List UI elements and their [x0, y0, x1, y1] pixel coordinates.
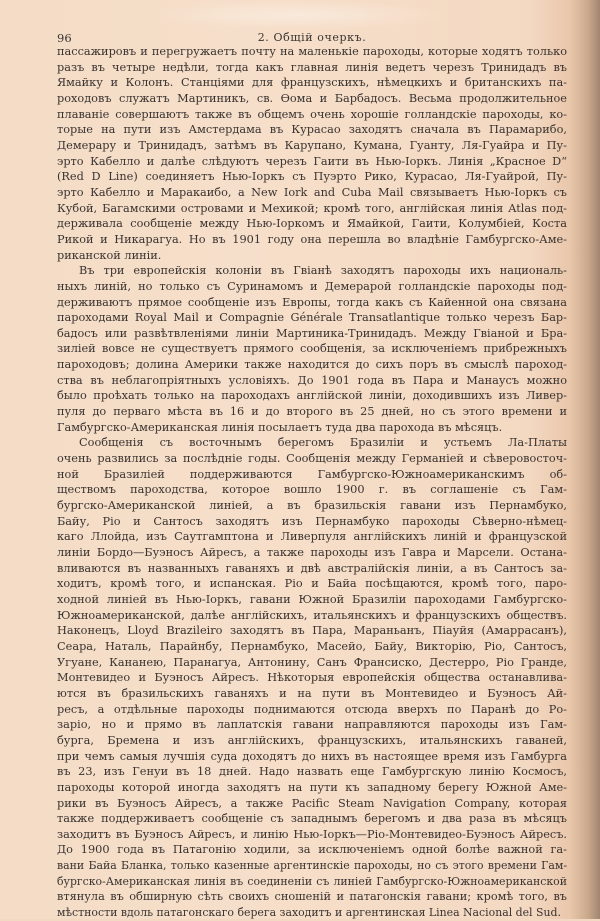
- text-line: пассажировъ и перегружаетъ почту на маленькіе пароходы, которые ходятъ только: [57, 45, 567, 58]
- text-line: Наконецъ, Lloyd Brazileiro заходятъ въ Пара, Мараньанъ, Піауйя (Амаррасанъ),: [57, 624, 567, 638]
- text-line: очень развились за послѣдніе годы. Сообщенія между Германіей и сѣверовосточ-: [57, 452, 567, 466]
- text-line: роходовъ служатъ Мартиникъ, св. Ѳома и Барбадосъ. Весьма продолжительное: [57, 91, 567, 105]
- text-line: заходитъ въ Буэносъ Айресъ, и линію Нью-Іоркъ—Ріо-Монтевидео-Буэносъ Айресъ.: [57, 827, 567, 841]
- text-line: было проѣхать только на пароходахъ англійской линіи, доходившихъ изъ Ливер-: [57, 389, 567, 403]
- text-line: заріо, но и прямо въ лаплатскія гавани направляются пароходы изъ Гам-: [57, 718, 567, 732]
- text-line: Кубой, Багамскими островами и Мехикой; кромѣ того, англійская линія Atlas под-: [57, 201, 567, 215]
- text-line: ной Бразиліей поддерживаются Гамбургско-Южноамериканскимъ об-: [57, 467, 567, 481]
- text-line: мѣстности вдоль патагонскаго берега заходитъ и аргентинская Linea Nacional del Sud.: [57, 906, 561, 920]
- text-line: Ямайку и Колонъ. Станціями для французскихъ, нѣмецкихъ и британскихъ па-: [57, 76, 567, 90]
- paragraph: [57, 263, 567, 435]
- text-line: ресъ, а отдѣльные пароходы поднимаются отсюда вверхъ по Паранѣ до Ро-: [57, 702, 567, 716]
- paragraph: [57, 44, 567, 263]
- text-line: бурга, Бремена и изъ англійскихъ, французскихъ, итальянскихъ гаваней,: [57, 733, 567, 747]
- text-line: ществомъ пароходства, которое вошло 1900 г. въ соглашеніе съ Гам-: [57, 483, 567, 497]
- text-line: линіи Бордо—Буэносъ Айресъ, а также пароходы изъ Гавра и Марсели. Остана-: [57, 546, 567, 559]
- text-line: бадосъ или развѣтвленіями линіи Мартиника-Тринидадъ. Между Гвіаной и Бра-: [57, 326, 567, 340]
- text-line: разъ въ четыре недѣли, тогда какъ главная линія ведетъ черезъ Тринидадъ въ: [57, 60, 567, 74]
- text-line: бургско-Американская линія въ соединеніи съ линіей Гамбургско-Южноамериканской: [57, 874, 567, 888]
- text-line: Сообщенія съ восточнымъ берегомъ Бразиліи и устьемъ Ла-Платы: [79, 436, 567, 450]
- text-line: пароходы которой иногда заходятъ на пути къ западному берегу Южной Аме-: [57, 780, 567, 794]
- text-line: при чемъ самыя лучшія суда доходятъ до нихъ въ настоящее время изъ Гамбурга: [57, 749, 567, 763]
- text-line: также поддерживаетъ сообщеніе съ западнымъ берегомъ и два раза въ мѣсяцъ: [57, 812, 567, 826]
- text-line: вани Байа Бланка, только казенные аргентинскіе пароходы, но съ этого времени Гам-: [57, 859, 567, 873]
- text-line: бургско-Американской линіей, а въ бразильскія гавани изъ Пернамбуко,: [57, 499, 567, 513]
- text-line: Монтевидео и Буэносъ Айресъ. Нѣкоторыя европейскія общества останавлива-: [57, 671, 567, 685]
- text-line: Гамбургско-Американская линія посылаетъ туда два парохода въ мѣсяцъ.: [57, 420, 503, 434]
- text-line: Байу, Ріо и Сантосъ заходятъ изъ Пернамбуко пароходы Сѣверно-нѣмец-: [57, 514, 567, 528]
- paragraph: [57, 435, 567, 920]
- text-line: (Red D Line) соединяетъ Нью-Іоркъ съ Пуэрто Рико, Курасао, Ля-Гуайрой, Пу-: [57, 170, 567, 184]
- text-line: каго Ллойда, изъ Саутгамптона и Ливерпуля англійскихъ линій и французской: [57, 530, 567, 544]
- text-line: До 1900 года въ Патагонію ходили, за исключеніемъ одной болѣе важной га-: [57, 843, 567, 857]
- text-line: ства въ неблагопріятныхъ условіяхъ. До 1901 года въ Пара и Манаусъ можно: [57, 373, 567, 387]
- text-line: Сеара, Наталь, Парайнбу, Пернамбуко, Масейо, Байу, Викторію, Ріо, Сантосъ,: [57, 639, 567, 653]
- text-line: держивала сообщеніе между Нью-Іоркомъ и Ямайкой, Гаити, Колумбіей, Коста: [57, 217, 567, 231]
- text-line: держиваютъ прямое сообщеніе изъ Европы, тогда какъ съ Кайенной она связана: [57, 295, 567, 309]
- text-line: торые на пути изъ Амстердама въ Курасао заходятъ сначала въ Парамарибо,: [57, 123, 567, 137]
- text-line: Угуане, Кананею, Паранагуа, Антонину, Санъ Франсиско, Дестерро, Ріо Гранде,: [57, 655, 567, 669]
- text-line: пароходами Royal Mail и Compagnie Générale Transatlantique только черезъ Бар-: [57, 311, 567, 325]
- text-line: ныхъ линій, но только съ Суринамомъ и Демерарой голландскіе пароходы под-: [57, 279, 567, 293]
- text-line: рики въ Буэносъ Айресъ, а также Pacific Steam Navigation Company, которая: [57, 796, 567, 810]
- text-line: зиліей вовсе не существуетъ прямого сообщенія, за исключеніемъ прибрежныхъ: [57, 342, 567, 356]
- text-line: ходитъ, кромѣ того, и испанская. Ріо и Байа посѣщаются, кромѣ того, паро-: [57, 577, 567, 591]
- body-text: [57, 44, 567, 921]
- page-highlight: [150, 0, 450, 30]
- text-line: пуля до перваго мѣста въ 16 и до второго въ 25 дней, но съ этого времени и: [57, 405, 567, 419]
- text-line: Южноамериканской, далѣе англійскихъ, итальянскихъ и французскихъ обществъ.: [57, 608, 567, 622]
- text-line: эрто Кабелло и далѣе слѣдуютъ черезъ Гаити въ Нью-Іоркъ. Линія „Красное D“: [57, 154, 567, 168]
- page-number: 96: [57, 31, 72, 45]
- text-line: вливаются въ названныхъ гаваняхъ и двѣ австралійскія линіи, а въ Сантосъ за-: [57, 561, 567, 575]
- text-line: въ 23, изъ Генуи въ 18 дней. Надо назвать еще Гамбургскую линію Космосъ,: [57, 765, 567, 779]
- text-line: пароходовъ; долина Америки также находится до сихъ поръ въ смыслѣ пароход-: [57, 358, 567, 372]
- running-title: 2. Общій очеркъ.: [257, 31, 367, 44]
- text-line: Въ три европейскія колоніи въ Гвіанѣ заходятъ пароходы ихъ националь-: [79, 264, 567, 278]
- text-line: Рикой и Никарагуа. Но въ 1901 году она перешла во владѣніе Гамбургско-Аме-: [57, 232, 567, 246]
- text-line: риканской линіи.: [57, 248, 162, 262]
- text-line: ходной линіей въ Нью-Іоркъ, гавани Южной Бразиліи пароходами Гамбургско-: [57, 592, 567, 606]
- text-line: плаваніе совершаютъ также въ общемъ очень хорошіе голландскіе пароходы, ко-: [57, 107, 567, 121]
- text-line: эрто Кабелло и Маракаибо, а New Iork and Cuba Mail связываетъ Нью-Іоркъ съ: [57, 185, 567, 199]
- text-line: ются въ бразильскихъ гаваняхъ и на пути въ Монтевидео и Буэносъ Ай-: [57, 686, 567, 700]
- text-line: Демерару и Тринидадъ, затѣмъ въ Карупано, Кумана, Гуанту, Ля-Гуайра и Пу-: [57, 138, 567, 152]
- text-line: втянула въ обширную сѣть своихъ сношеній и патагонскія гавани; кромѣ того, въ: [57, 890, 567, 904]
